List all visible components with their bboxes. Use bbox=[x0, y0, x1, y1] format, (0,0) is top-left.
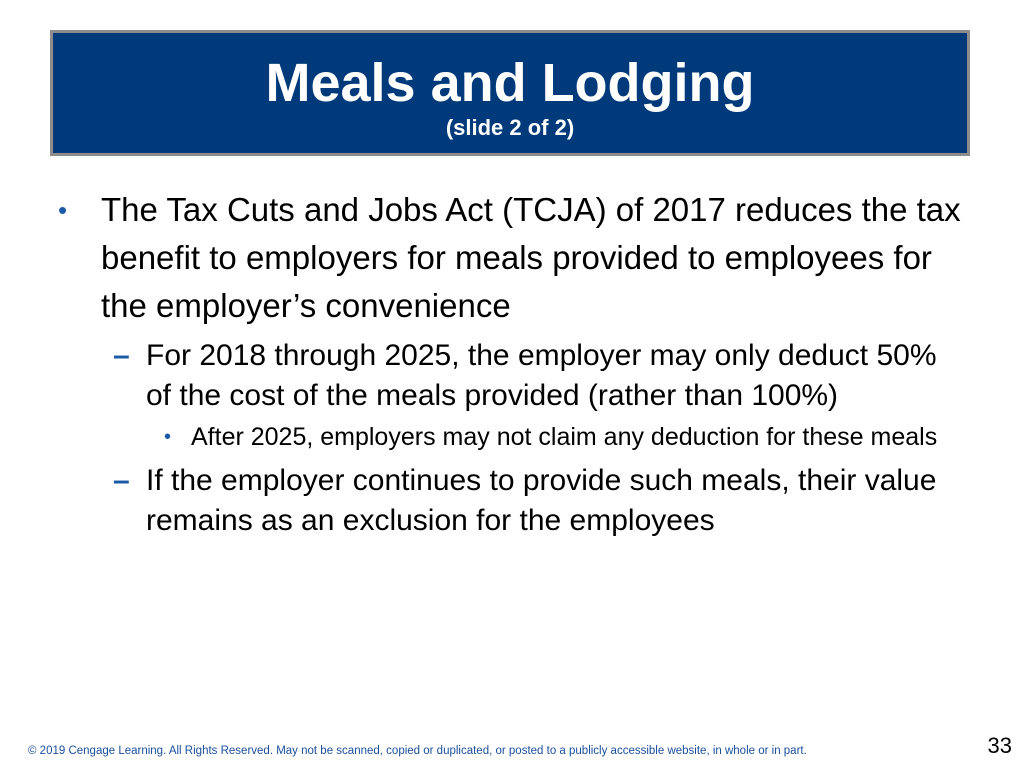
bullet-text: After 2025, employers may not claim any deduction for these meals bbox=[191, 423, 938, 451]
bullet-dot-icon: • bbox=[58, 195, 68, 225]
bullet-level-1 bbox=[0, 186, 1024, 330]
bullet-dot-icon: • bbox=[164, 426, 172, 448]
bullet-level-2 bbox=[0, 461, 1024, 541]
bullet-dash-icon: – bbox=[113, 464, 130, 497]
slide-title: Meals and Lodging bbox=[265, 53, 755, 113]
page-number: 33 bbox=[987, 733, 1012, 758]
bullet-level-2 bbox=[0, 336, 1024, 416]
slide-title-box bbox=[50, 30, 970, 156]
bullet-text: The Tax Cuts and Jobs Act (TCJA) of 2017 reduces the tax benefit to employers for meals provided to employees for the employer’s convenience bbox=[101, 191, 961, 324]
bullet-level-3 bbox=[0, 420, 1024, 455]
bullet-text: If the employer continues to provide such meals, their value remains as an exclusion for the employees bbox=[146, 464, 937, 537]
slide-body bbox=[0, 186, 1024, 541]
bullet-dash-icon: – bbox=[113, 339, 130, 372]
copyright-footer: © 2019 Cengage Learning. All Rights Reserved. May not be scanned, copied or duplicated, or posted to a publicly accessible website, in whole or in part. bbox=[28, 745, 807, 757]
slide-subtitle: (slide 2 of 2) bbox=[445, 115, 575, 140]
bullet-text: For 2018 through 2025, the employer may only deduct 50% of the cost of the meals provided (rather than 100%) bbox=[146, 339, 937, 412]
